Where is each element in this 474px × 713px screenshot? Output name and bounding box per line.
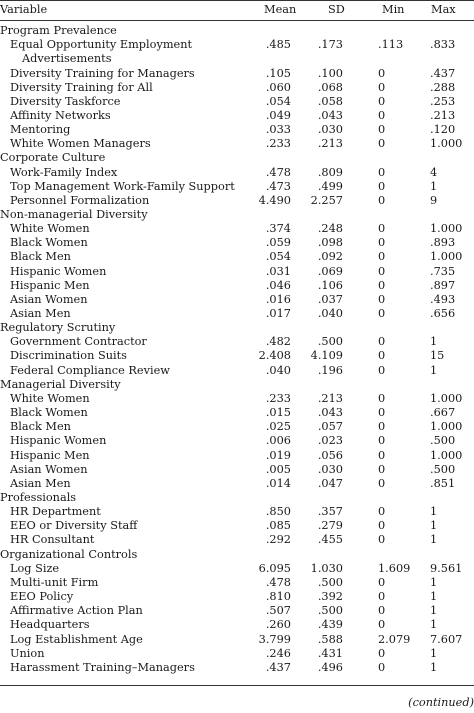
- max-value: 15: [430, 349, 445, 363]
- sd-value: .057: [317, 420, 343, 434]
- min-value: 0: [378, 406, 386, 420]
- min-value: 0: [378, 363, 386, 377]
- max-value: .253: [430, 94, 456, 108]
- min-value: 0: [378, 462, 386, 476]
- min-value: .113: [378, 38, 404, 52]
- max-value: 1: [430, 646, 438, 660]
- variable-label: Black Men: [10, 420, 71, 434]
- min-value: 0: [378, 108, 386, 122]
- variable-label: White Women: [10, 222, 90, 236]
- variable-label: Black Women: [10, 406, 88, 420]
- mean-value: .485: [265, 38, 291, 52]
- sd-value: .098: [317, 236, 343, 250]
- sd-value: 2.257: [310, 193, 343, 207]
- min-value: 0: [378, 94, 386, 108]
- mean-value: .014: [265, 476, 291, 490]
- sd-value: .500: [317, 604, 343, 618]
- min-value: 0: [378, 420, 386, 434]
- min-value: 0: [378, 307, 386, 320]
- mean-value: .006: [265, 434, 291, 448]
- sd-value: .043: [317, 108, 343, 122]
- mean-value: .059: [265, 236, 291, 250]
- sd-value: .196: [317, 363, 343, 377]
- max-value: 1: [430, 505, 438, 519]
- mean-value: .105: [265, 66, 291, 80]
- variable-label: Asian Men: [10, 476, 71, 490]
- sd-value: .455: [317, 533, 343, 547]
- max-value: 9.561: [430, 561, 463, 575]
- mean-value: .260: [265, 618, 291, 632]
- table-top-rule: [0, 0, 474, 1]
- mean-value: .033: [265, 123, 291, 136]
- min-value: 0: [378, 222, 386, 236]
- section-label: Corporate Culture: [0, 151, 106, 165]
- mean-value: .046: [265, 278, 291, 292]
- max-value: 1: [430, 660, 438, 674]
- variable-label: Multi-unit Firm: [10, 575, 99, 589]
- variable-label: Asian Men: [10, 307, 71, 320]
- variable-label: Diversity Training for Managers: [10, 66, 195, 80]
- variable-label: Hispanic Women: [10, 434, 107, 448]
- max-value: 1.000: [430, 448, 463, 462]
- min-value: 0: [378, 476, 386, 490]
- variable-label: Mentoring: [10, 123, 71, 136]
- variable-label: Equal Opportunity Employment: [10, 38, 193, 52]
- max-value: 1: [430, 590, 438, 603]
- sd-value: .100: [317, 66, 343, 80]
- max-value: 7.607: [430, 632, 463, 646]
- mean-value: .040: [265, 363, 291, 377]
- sd-value: .092: [317, 250, 343, 264]
- mean-value: .005: [265, 462, 291, 476]
- section-label: Managerial Diversity: [0, 377, 121, 391]
- mean-value: .017: [265, 307, 291, 320]
- sd-value: .106: [317, 278, 343, 292]
- sd-value: .496: [317, 660, 343, 674]
- min-value: 0: [378, 236, 386, 250]
- sd-value: .809: [317, 165, 343, 179]
- mean-value: .478: [265, 575, 291, 589]
- variable-label: Top Management Work-Family Support: [10, 179, 235, 193]
- mean-value: .031: [265, 264, 291, 278]
- sd-value: .043: [317, 406, 343, 420]
- sd-value: .500: [317, 575, 343, 589]
- mean-value: .437: [265, 660, 291, 674]
- min-value: 0: [378, 604, 386, 618]
- section-label: Regulatory Scrutiny: [0, 321, 116, 335]
- max-value: .500: [430, 434, 456, 448]
- max-value: .288: [430, 80, 456, 94]
- min-value: 0: [378, 264, 386, 278]
- variable-label: Advertisements: [22, 52, 112, 66]
- header-mean: Mean: [264, 3, 297, 16]
- section-label: Organizational Controls: [0, 547, 138, 561]
- max-value: 4: [430, 165, 438, 179]
- section-label: Non-managerial Diversity: [0, 208, 148, 221]
- mean-value: 3.799: [258, 632, 291, 646]
- mean-value: .233: [265, 137, 291, 151]
- max-value: .437: [430, 66, 456, 80]
- max-value: 1.000: [430, 420, 463, 434]
- mean-value: .374: [265, 222, 291, 236]
- min-value: 1.609: [378, 561, 411, 575]
- min-value: 0: [378, 646, 386, 660]
- max-value: .120: [430, 123, 456, 136]
- sd-value: .058: [317, 94, 343, 108]
- variable-label: White Women Managers: [10, 137, 151, 151]
- sd-value: .023: [317, 434, 343, 448]
- min-value: 0: [378, 575, 386, 589]
- mean-value: .246: [265, 646, 291, 660]
- min-value: 0: [378, 660, 386, 674]
- sd-value: .030: [317, 123, 343, 136]
- sd-value: .173: [317, 38, 343, 52]
- mean-value: .016: [265, 292, 291, 306]
- header-sd: SD: [328, 3, 345, 16]
- variable-label: Affirmative Action Plan: [10, 604, 143, 618]
- max-value: 1: [430, 604, 438, 618]
- table-header-rule: [0, 20, 474, 21]
- max-value: 9: [430, 193, 438, 207]
- sd-value: .213: [317, 391, 343, 405]
- mean-value: .850: [265, 505, 291, 519]
- mean-value: .049: [265, 108, 291, 122]
- variable-label: Headquarters: [10, 618, 90, 632]
- min-value: 0: [378, 278, 386, 292]
- min-value: 0: [378, 391, 386, 405]
- variable-label: Asian Women: [10, 462, 88, 476]
- max-value: 1: [430, 618, 438, 632]
- min-value: 0: [378, 519, 386, 533]
- sd-value: .248: [317, 222, 343, 236]
- mean-value: .292: [265, 533, 291, 547]
- sd-value: 1.030: [310, 561, 343, 575]
- variable-label: Federal Compliance Review: [10, 363, 170, 377]
- variable-label: Black Women: [10, 236, 88, 250]
- sd-value: .279: [317, 519, 343, 533]
- max-value: .656: [430, 307, 456, 320]
- sd-value: .037: [317, 292, 343, 306]
- mean-value: 6.095: [258, 561, 291, 575]
- variable-label: White Women: [10, 391, 90, 405]
- mean-value: 2.408: [258, 349, 291, 363]
- variable-label: Hispanic Women: [10, 264, 107, 278]
- mean-value: .025: [265, 420, 291, 434]
- sd-value: .499: [317, 179, 343, 193]
- min-value: 0: [378, 618, 386, 632]
- section-label: Professionals: [0, 490, 77, 504]
- max-value: .500: [430, 462, 456, 476]
- variable-label: Discrimination Suits: [10, 349, 127, 363]
- mean-value: .015: [265, 406, 291, 420]
- max-value: .851: [430, 476, 456, 490]
- max-value: .893: [430, 236, 456, 250]
- variable-label: Log Size: [10, 561, 60, 575]
- min-value: 0: [378, 533, 386, 547]
- min-value: 0: [378, 179, 386, 193]
- variable-label: Diversity Training for All: [10, 80, 153, 94]
- min-value: 0: [378, 80, 386, 94]
- sd-value: .588: [317, 632, 343, 646]
- max-value: .897: [430, 278, 456, 292]
- variable-label: Union: [10, 646, 45, 660]
- min-value: 0: [378, 590, 386, 603]
- max-value: 1: [430, 519, 438, 533]
- variable-label: Government Contractor: [10, 335, 147, 349]
- mean-value: .060: [265, 80, 291, 94]
- max-value: 1: [430, 533, 438, 547]
- max-value: 1: [430, 335, 438, 349]
- min-value: 0: [378, 165, 386, 179]
- min-value: 0: [378, 66, 386, 80]
- continued-note: (continued): [408, 696, 474, 709]
- max-value: 1.000: [430, 137, 463, 151]
- max-value: .213: [430, 108, 456, 122]
- variable-label: Work-Family Index: [10, 165, 118, 179]
- max-value: 1: [430, 363, 438, 377]
- min-value: 0: [378, 193, 386, 207]
- table-bottom-rule: [0, 685, 474, 686]
- min-value: 0: [378, 349, 386, 363]
- mean-value: .810: [265, 590, 291, 603]
- sd-value: .040: [317, 307, 343, 320]
- mean-value: .233: [265, 391, 291, 405]
- variable-label: Log Establishment Age: [10, 632, 143, 646]
- mean-value: .507: [265, 604, 291, 618]
- min-value: 0: [378, 505, 386, 519]
- sd-value: 4.109: [310, 349, 343, 363]
- min-value: 0: [378, 448, 386, 462]
- variable-label: EEO or Diversity Staff: [10, 519, 138, 533]
- variable-label: HR Consultant: [10, 533, 95, 547]
- section-label: Program Prevalence: [0, 24, 117, 37]
- max-value: .493: [430, 292, 456, 306]
- variable-label: Black Men: [10, 250, 71, 264]
- mean-value: .085: [265, 519, 291, 533]
- min-value: 0: [378, 434, 386, 448]
- variable-label: Hispanic Men: [10, 448, 90, 462]
- mean-value: .054: [265, 250, 291, 264]
- min-value: 0: [378, 123, 386, 136]
- sd-value: .213: [317, 137, 343, 151]
- header-min: Min: [382, 3, 405, 16]
- min-value: 0: [378, 250, 386, 264]
- min-value: 0: [378, 137, 386, 151]
- mean-value: .054: [265, 94, 291, 108]
- min-value: 0: [378, 292, 386, 306]
- max-value: .833: [430, 38, 456, 52]
- max-value: 1.000: [430, 250, 463, 264]
- max-value: 1: [430, 575, 438, 589]
- min-value: 0: [378, 335, 386, 349]
- max-value: 1: [430, 179, 438, 193]
- max-value: 1.000: [430, 222, 463, 236]
- variable-label: Diversity Taskforce: [10, 94, 121, 108]
- sd-value: .056: [317, 448, 343, 462]
- max-value: .667: [430, 406, 456, 420]
- header-max: Max: [431, 3, 456, 16]
- min-value: 2.079: [378, 632, 411, 646]
- mean-value: .482: [265, 335, 291, 349]
- sd-value: .431: [317, 646, 343, 660]
- max-value: 1.000: [430, 391, 463, 405]
- header-variable: Variable: [0, 3, 48, 16]
- mean-value: .019: [265, 448, 291, 462]
- variable-label: Personnel Formalization: [10, 193, 150, 207]
- variable-label: HR Department: [10, 505, 101, 519]
- variable-label: Asian Women: [10, 292, 88, 306]
- variable-label: Harassment Training–Managers: [10, 660, 195, 674]
- mean-value: .473: [265, 179, 291, 193]
- mean-value: .478: [265, 165, 291, 179]
- mean-value: 4.490: [258, 193, 291, 207]
- sd-value: .392: [317, 590, 343, 603]
- sd-value: .030: [317, 462, 343, 476]
- variable-label: Hispanic Men: [10, 278, 90, 292]
- sd-value: .069: [317, 264, 343, 278]
- sd-value: .439: [317, 618, 343, 632]
- sd-value: .357: [317, 505, 343, 519]
- variable-label: EEO Policy: [10, 590, 74, 603]
- variable-label: Affinity Networks: [10, 108, 111, 122]
- max-value: .735: [430, 264, 456, 278]
- sd-value: .500: [317, 335, 343, 349]
- sd-value: .068: [317, 80, 343, 94]
- sd-value: .047: [317, 476, 343, 490]
